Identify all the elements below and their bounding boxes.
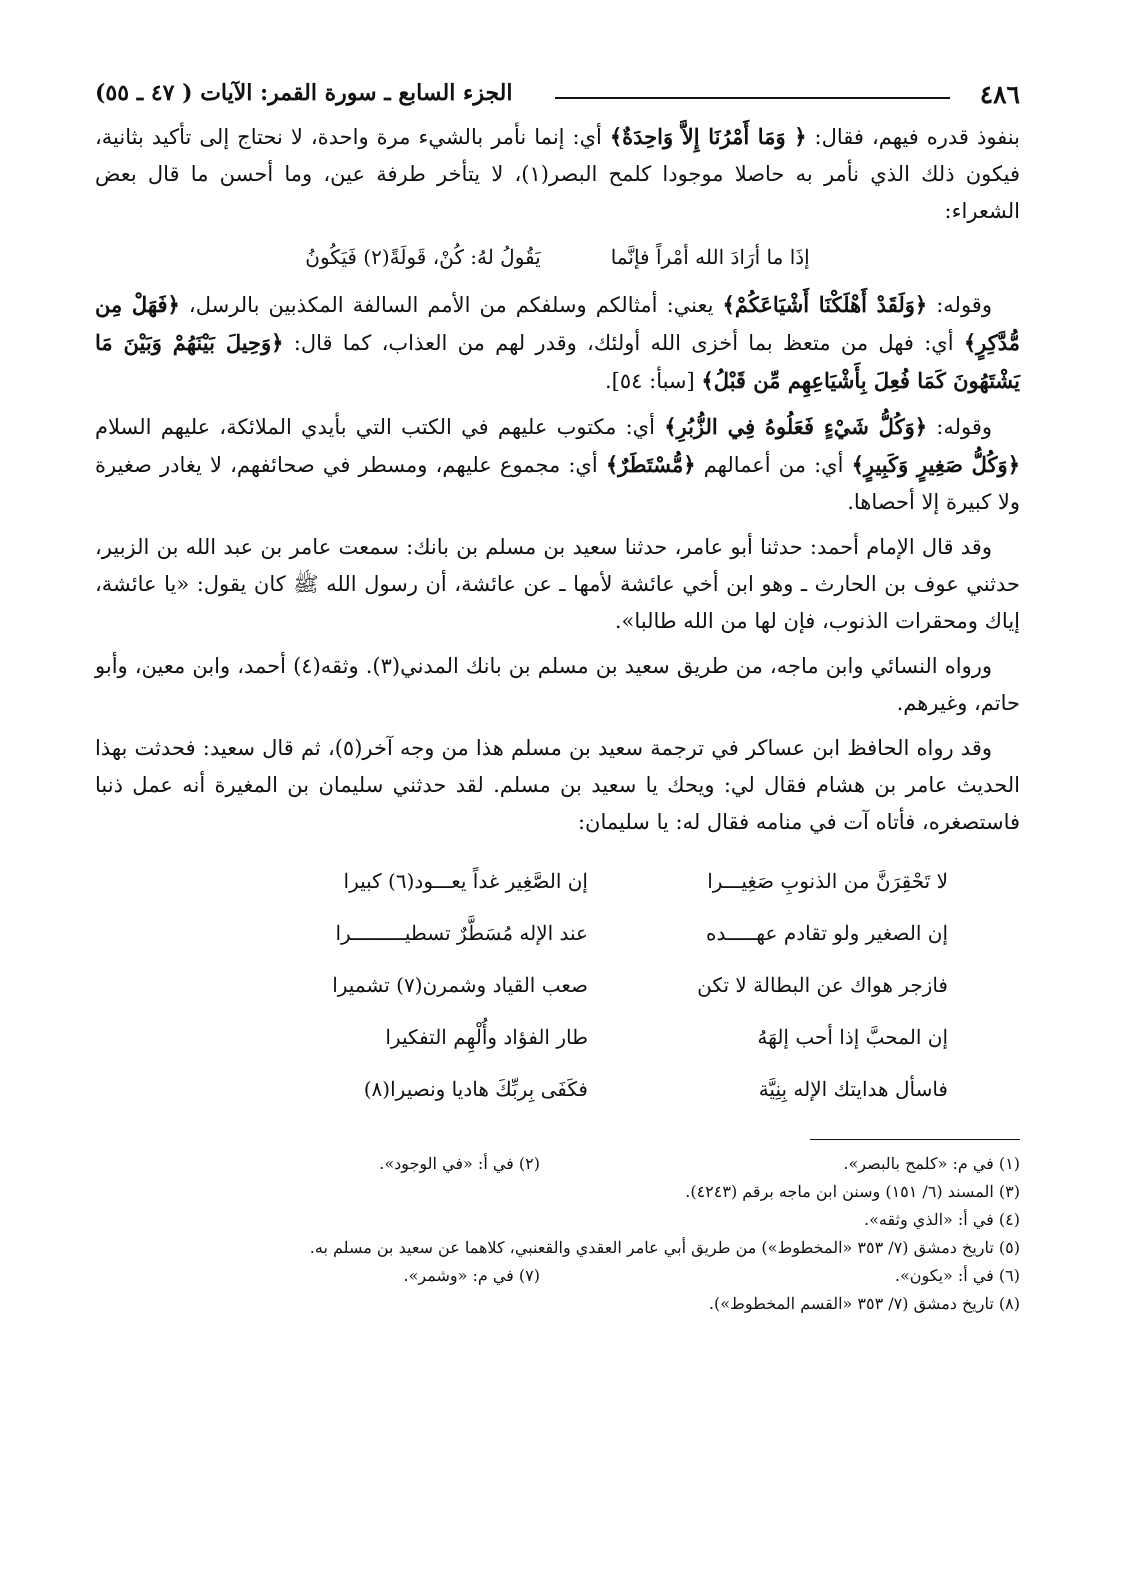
text: أي: فهل من متعظ بما أخزى الله أولئك، وقدر لهم من العذاب، كما قال:: [283, 331, 964, 355]
poem-second-hemistich: عند الإله مُسَطَّرٌ تسطيـــــــــرا: [335, 921, 588, 945]
poem-first-hemistich: فازجر هواك عن البطالة لا تكن: [697, 973, 948, 997]
page-header: [95, 80, 1020, 118]
poem-verse: [95, 907, 1020, 959]
poem-second-hemistich: إن الصَّغِير غداً يعـــود(٦) كبيرا: [343, 869, 588, 893]
quran-quote: ﴿مُّسْتَطَرٌ﴾: [605, 452, 696, 477]
footnote-7: (٧) في م: «وشمر».: [403, 1266, 540, 1285]
poem-second-hemistich: صعب القياد وشمرن(٧) تشميرا: [332, 973, 588, 997]
quran-quote: ﴿وَلَقَدْ أَهْلَكْنَا أَشْيَاعَكُمْ﴾: [722, 292, 928, 317]
quran-quote: ﴿وَكُلُّ صَغِيرٍ وَكَبِيرٍ﴾: [851, 452, 1020, 477]
text: وقوله:: [927, 293, 992, 317]
text: يعني: أمثالكم وسلفكم من الأمم السالفة المكذبين بالرسل،: [179, 293, 723, 317]
page: [95, 80, 1020, 1520]
text: وقوله:: [927, 415, 993, 439]
footnote-4: (٤) في أ: «الذي وثقه».: [863, 1210, 1020, 1229]
quran-quote: ﴿فَهَلْ مِن مُّدَّكِرٍ﴾: [95, 292, 1021, 355]
footnotes: [95, 1150, 1020, 1318]
poem: [95, 855, 1020, 1115]
footnote-2: (٢) في أ: «في الوجود».: [379, 1154, 540, 1173]
footnote-row: [95, 1150, 1020, 1178]
footnote-3: (٣) المسند (٦/ ١٥١) وسنن ابن ماجه برقم (٤٢٤٣).: [685, 1182, 1020, 1201]
text: أي: مجموع عليهم، ومسطر في صحائفهم، لا يغادر صغيرة ولا كبيرة إلا أحصاها.: [95, 453, 1020, 514]
quran-quote: ﴿ وَمَا أَمْرُنَا إِلاَّ وَاحِدَةٌ﴾: [609, 124, 807, 149]
paragraph-1: [95, 118, 1020, 230]
footnote-row: [95, 1262, 1020, 1290]
paragraph-6: وقد رواه الحافظ ابن عساكر في ترجمة سعيد بن مسلم هذا من وجه آخر(٥)، ثم قال سعيد: فحدثت بهذا الحديث عامر بن هشام فقال لي: ويحك يا سعيد بن مسلم. لقد حدثني سليمان بن المغيرة أنه عمل ذنبا فاستصغره، فأتاه آت في منامه فقال له: يا سليمان:: [95, 736, 1020, 834]
text: أي: من أعمالهم: [695, 453, 852, 477]
footnote-5: (٥) تاريخ دمشق (٧/ ٣٥٣ «المخطوط») من طريق أبي عامر العقدي والقعنبي، كلاهما عن سعيد بن مسلم به.: [309, 1238, 1020, 1257]
footnote-8: (٨) تاريخ دمشق (٧/ ٣٥٣ «القسم المخطوط»).: [708, 1294, 1020, 1313]
quran-quote: ﴿وَحِيلَ بَيْنَهُمْ وَبَيْنَ مَا يَشْتَهُونَ كَمَا فُعِلَ بِأَشْيَاعِهِم مِّن قَبْلُ﴾: [95, 330, 1020, 393]
poem-first-hemistich: لا تَحْقِرَنَّ من الذنوبِ صَغِيـــرا: [707, 869, 948, 893]
footnote-6: (٦) في أ: «يكون».: [894, 1266, 1020, 1285]
running-title: الجزء السابع ـ سورة القمر: الآيات ( ٤٧ ـ ٥٥): [95, 80, 513, 106]
poem-first-hemistich: إن الصغير ولو تقادم عهـــــده: [706, 921, 948, 945]
paragraph-5: ورواه النسائي وابن ماجه، من طريق سعيد بن مسلم بن بانك المدني(٣). وثقه(٤) أحمد، وابن معين، وأبو حاتم، وغيرهم.: [95, 654, 1020, 715]
page-number: ٤٨٦: [979, 80, 1020, 109]
text: أي: مكتوب عليهم في الكتب التي بأيدي الملائكة، عليهم السلام: [95, 415, 665, 439]
poem-verse: [95, 959, 1020, 1011]
paragraph-3: [95, 408, 1020, 521]
paragraph-2: [95, 286, 1020, 400]
verse-first-hemistich: إذَا ما أرَادَ الله أمْراً فإنَّما: [610, 245, 810, 269]
poem-verse: [95, 1011, 1020, 1063]
paragraph-4: وقد قال الإمام أحمد: حدثنا أبو عامر، حدثنا سعيد بن مسلم بن بانك: سمعت عامر بن عبد الله بن الزبير، حدثني عوف بن الحارث ـ وهو ابن أخي عائشة لأمها ـ عن عائشة، أن رسول الله ﷺ كان يقول: «يا عائشة، إياك ومحقرات الذنوب، فإن لها من الله طالبا».: [95, 535, 1020, 633]
text: بنفوذ قدره فيهم، فقال:: [806, 125, 1020, 149]
header-rule: [555, 97, 950, 99]
text: أي: إنما نأمر بالشيء مرة واحدة، لا نحتاج إلى تأكيد بثانية، فيكون ذلك الذي نأمر به حاصلا موجودا كلمح البصر(١)، لا يتأخر طرفة عين، وما أحسن ما قال بعض الشعراء:: [95, 125, 1021, 223]
poem-first-hemistich: إن المحبَّ إذا أحب إلهَهُ: [757, 1025, 948, 1049]
text: [سبأ: ٥٤].: [605, 369, 702, 393]
verse-line: [95, 238, 1020, 276]
poem-first-hemistich: فاسأل هدايتك الإله بِنِيَّة: [758, 1077, 948, 1101]
quran-quote: ﴿وَكُلُّ شَيْءٍ فَعَلُوهُ فِي الزُّبُرِ﴾: [664, 414, 928, 439]
poem-second-hemistich: فكَفَى بِربِّكَ هاديا ونصيرا(٨): [363, 1077, 588, 1101]
poem-verse: [95, 855, 1020, 907]
poem-verse: [95, 1063, 1020, 1115]
footnote-1: (١) في م: «كلمح بالبصر».: [843, 1154, 1020, 1173]
footnote-rule: [810, 1139, 1020, 1140]
poem-second-hemistich: طار الفؤاد وأُلْهِم التفكيرا: [385, 1025, 588, 1049]
verse-second-hemistich: يَقُولُ لهُ: كُنْ، قَولَةً(٢) فَيَكُونُ: [305, 245, 541, 269]
